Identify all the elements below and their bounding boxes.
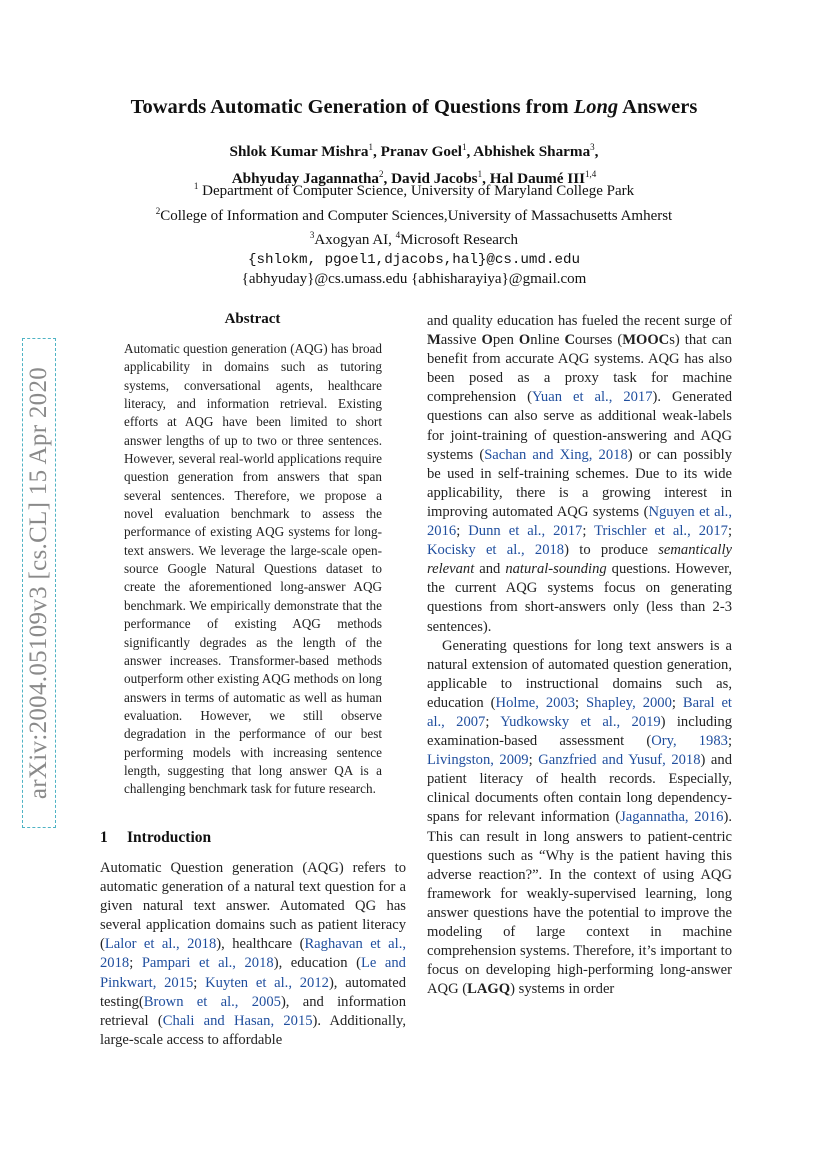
author-sup: 3 bbox=[590, 142, 595, 152]
author-name: Shlok Kumar Mishra bbox=[229, 143, 369, 161]
abstract-heading: Abstract bbox=[224, 311, 281, 327]
intro-paragraph-1 bbox=[100, 859, 406, 1050]
paper-title bbox=[0, 96, 828, 119]
bold-text: C bbox=[564, 332, 576, 349]
body-text: ; bbox=[582, 523, 595, 540]
body-text: ). Additionally, large-scale access to affordable bbox=[100, 1012, 406, 1048]
affiliations bbox=[0, 177, 828, 290]
author-sep: , bbox=[466, 143, 474, 161]
body-text: ), and information retrieval ( bbox=[100, 993, 406, 1029]
body-text: ), automated testing( bbox=[100, 974, 406, 1010]
citation-link[interactable]: Lalor et al., 2018 bbox=[104, 936, 217, 953]
affil-text: College of Information and Computer Sciences,University of Massachusetts Amherst bbox=[160, 207, 673, 224]
author-name: Abhishek Sharma bbox=[473, 143, 591, 161]
author-sup: 1 bbox=[368, 142, 373, 152]
affil-sup: 2 bbox=[155, 205, 161, 216]
citation-link[interactable]: Shapley, 2000 bbox=[586, 694, 672, 711]
body-text: ) or can possibly be used in self-training schemes. Due to its wide applicability, there is a growing interest in improving automated AQG systems ( bbox=[427, 446, 732, 520]
section-heading bbox=[100, 829, 211, 847]
author-sup: 1 bbox=[477, 169, 483, 180]
citation-link[interactable]: Raghavan et al., 2018 bbox=[100, 936, 406, 972]
body-text: ) to produce bbox=[564, 542, 659, 559]
body-text: ; bbox=[485, 713, 501, 730]
bold-text: MOOC bbox=[622, 332, 670, 349]
author-sep: , bbox=[372, 143, 381, 161]
bold-text: O bbox=[481, 332, 493, 349]
body-text: Automatic Question generation (AQG) refers to automatic generation of a natural text question for a given natural text answer. Automated QG has several application domains such as patient literacy ( bbox=[100, 860, 406, 953]
author-name: Hal Daumé III bbox=[489, 170, 586, 188]
citation-link[interactable]: Chali and Hasan, 2015 bbox=[162, 1012, 313, 1029]
body-text: s) that can benefit from accurate AQG systems. AQG has also been posed as a proxy task for machine comprehension ( bbox=[427, 332, 732, 406]
body-text: ) and patient literacy of health records. Especially, clinical documents often contain long dependency-spans for relevant information ( bbox=[427, 752, 732, 826]
author-sep: , bbox=[594, 143, 599, 161]
email-other: {abhyuday}@cs.umass.edu {abhisharayiya}@gmail.com bbox=[241, 271, 587, 288]
author-name: Pranav Goel bbox=[380, 143, 462, 161]
arxiv-watermark bbox=[22, 338, 56, 828]
email-umd: {shlokm, pgoel1,djacobs,hal}@cs.umd.edu bbox=[247, 251, 581, 268]
citation-link[interactable]: Pampari et al., 2018 bbox=[141, 955, 274, 972]
intro-paragraph-2 bbox=[427, 637, 732, 1000]
left-column-body bbox=[100, 859, 406, 1050]
author-sep: , bbox=[383, 170, 392, 188]
body-text: ; bbox=[193, 974, 206, 991]
body-text: ; bbox=[671, 694, 683, 711]
citation-link[interactable]: Holme, 2003 bbox=[495, 694, 576, 711]
bold-text: M bbox=[427, 332, 441, 349]
body-text: and quality education has fueled the recent surge of bbox=[427, 313, 732, 329]
author-line-1 bbox=[0, 136, 828, 163]
intro-paragraph-1-cont bbox=[427, 312, 732, 637]
title-suffix: Answers bbox=[618, 96, 698, 118]
affiliation-2 bbox=[0, 202, 828, 227]
body-text: ) including examination-based assessment ( bbox=[427, 713, 732, 750]
body-text: ) systems in order bbox=[510, 981, 615, 998]
author-sup: 1,4 bbox=[585, 169, 597, 180]
citation-link[interactable]: Kuyten et al., 2012 bbox=[205, 974, 329, 991]
arxiv-id: arXiv:2004.05109v3 [cs.CL] 15 Apr 2020 bbox=[25, 366, 52, 800]
body-text: questions. However, the current AQG systems focus on generating questions from short-answers only (less than 2-3 sentences). bbox=[427, 561, 732, 635]
body-text: and bbox=[474, 561, 506, 578]
body-text: ), healthcare ( bbox=[216, 936, 305, 953]
body-text: assive bbox=[440, 332, 482, 349]
body-text: ; bbox=[727, 523, 732, 540]
body-text: ourses ( bbox=[575, 332, 623, 349]
body-text: nline bbox=[530, 332, 565, 349]
citation-link[interactable]: Yudkowsky et al., 2019 bbox=[500, 713, 661, 730]
affiliation-1 bbox=[0, 177, 828, 202]
body-text: ; bbox=[456, 523, 469, 540]
citation-link[interactable]: Jagannatha, 2016 bbox=[620, 809, 724, 826]
citation-link[interactable]: Dunn et al., 2017 bbox=[468, 523, 583, 540]
citation-link[interactable]: Livingston, 2009 bbox=[427, 752, 529, 769]
body-text: ). Generated questions can also serve as additional weak-labels for joint-training of question-answering and AQG systems ( bbox=[427, 389, 732, 463]
affil-text: Microsoft Research bbox=[400, 232, 519, 249]
author-sep: , bbox=[482, 170, 490, 188]
author-sup: 1 bbox=[462, 142, 467, 152]
citation-link[interactable]: Yuan et al., 2017 bbox=[532, 389, 653, 406]
italic-text: natural-sounding bbox=[505, 561, 607, 578]
body-text: ), education ( bbox=[273, 955, 361, 972]
author-sup: 2 bbox=[379, 169, 384, 180]
body-text: ; bbox=[129, 955, 142, 972]
author-name: David Jacobs bbox=[391, 170, 478, 188]
right-column-body bbox=[427, 312, 732, 999]
affiliation-3-4 bbox=[0, 226, 828, 251]
affil-sup: 4 bbox=[395, 230, 401, 241]
bold-text: O bbox=[518, 332, 531, 349]
citation-link[interactable]: Kocisky et al., 2018 bbox=[427, 542, 565, 559]
citation-link[interactable]: Brown et al., 2005 bbox=[143, 993, 281, 1010]
affil-sup: 1 bbox=[193, 181, 199, 191]
author-name: Abhyuday Jagannatha bbox=[231, 170, 379, 188]
citation-link[interactable]: Nguyen et al., 2016 bbox=[427, 503, 732, 540]
citation-link[interactable]: Sachan and Xing, 2018 bbox=[484, 446, 628, 463]
body-text: pen bbox=[492, 332, 519, 349]
citation-link[interactable]: Trischler et al., 2017 bbox=[594, 523, 728, 540]
bold-text: LAGQ bbox=[467, 981, 511, 998]
title-italic: Long bbox=[573, 96, 619, 118]
citation-link[interactable]: Le and Pinkwart, 2015 bbox=[100, 955, 406, 991]
body-text: Generating questions for long text answers is a natural extension of automated question generation, applicable to instructional domains such as, education ( bbox=[427, 637, 732, 711]
body-text: ; bbox=[727, 733, 733, 750]
affil-text: Department of Computer Science, University of Maryland College Park bbox=[198, 183, 635, 199]
affil-text: Axogyan AI, bbox=[314, 232, 396, 249]
citation-link[interactable]: Ory, 1983 bbox=[651, 733, 728, 750]
body-text: ). This can result in long answers to patient-centric questions such as “Why is the patient having this adverse reaction?”. In the context of using AQG framework for weakly-supervised learning, long answer questions have the potential to improve the modeling of large context in machine comprehension systems. Therefore, it’s important to focus on developing high-performing long-answer AQG ( bbox=[427, 809, 732, 998]
title-prefix: Towards Automatic Generation of Questions from bbox=[130, 96, 574, 118]
section-title: Introduction bbox=[127, 829, 212, 846]
citation-link[interactable]: Ganzfried and Yusuf, 2018 bbox=[538, 752, 701, 769]
citation-link[interactable]: Baral et al., 2007 bbox=[427, 694, 732, 730]
body-text: ; bbox=[528, 752, 539, 769]
body-text: ; bbox=[575, 694, 587, 711]
italic-text: semantically relevant bbox=[427, 542, 732, 578]
affil-sup: 3 bbox=[309, 230, 315, 241]
section-number: 1 bbox=[100, 829, 108, 846]
abstract-text: Automatic question generation (AQG) has broad applicability in domains such as tutoring systems, conversational agents, healthcare literacy, and information retrieval. Existing efforts at AQG have been limited to short answer lengths of up to two or three sentences. However, several real-world applications require question generation from answers that span several sentences. Therefore, we propose a novel evaluation benchmark to assess the performance of existing AQG systems for long-text answers. We leverage the large-scale open-source Google Natural Questions dataset to create the aforementioned long-answer AQG benchmark. We empirically demonstrate that the performance of existing AQG methods significantly degrades as the length of the answer increases. Transformer-based methods outperform other existing AQG methods on long answers in terms of automatic as well as human evaluation. However, we still observe degradation in the performance of our best performing models with increasing sentence length, suggesting that long answer QA is a challenging benchmark task for future research. bbox=[124, 341, 382, 797]
